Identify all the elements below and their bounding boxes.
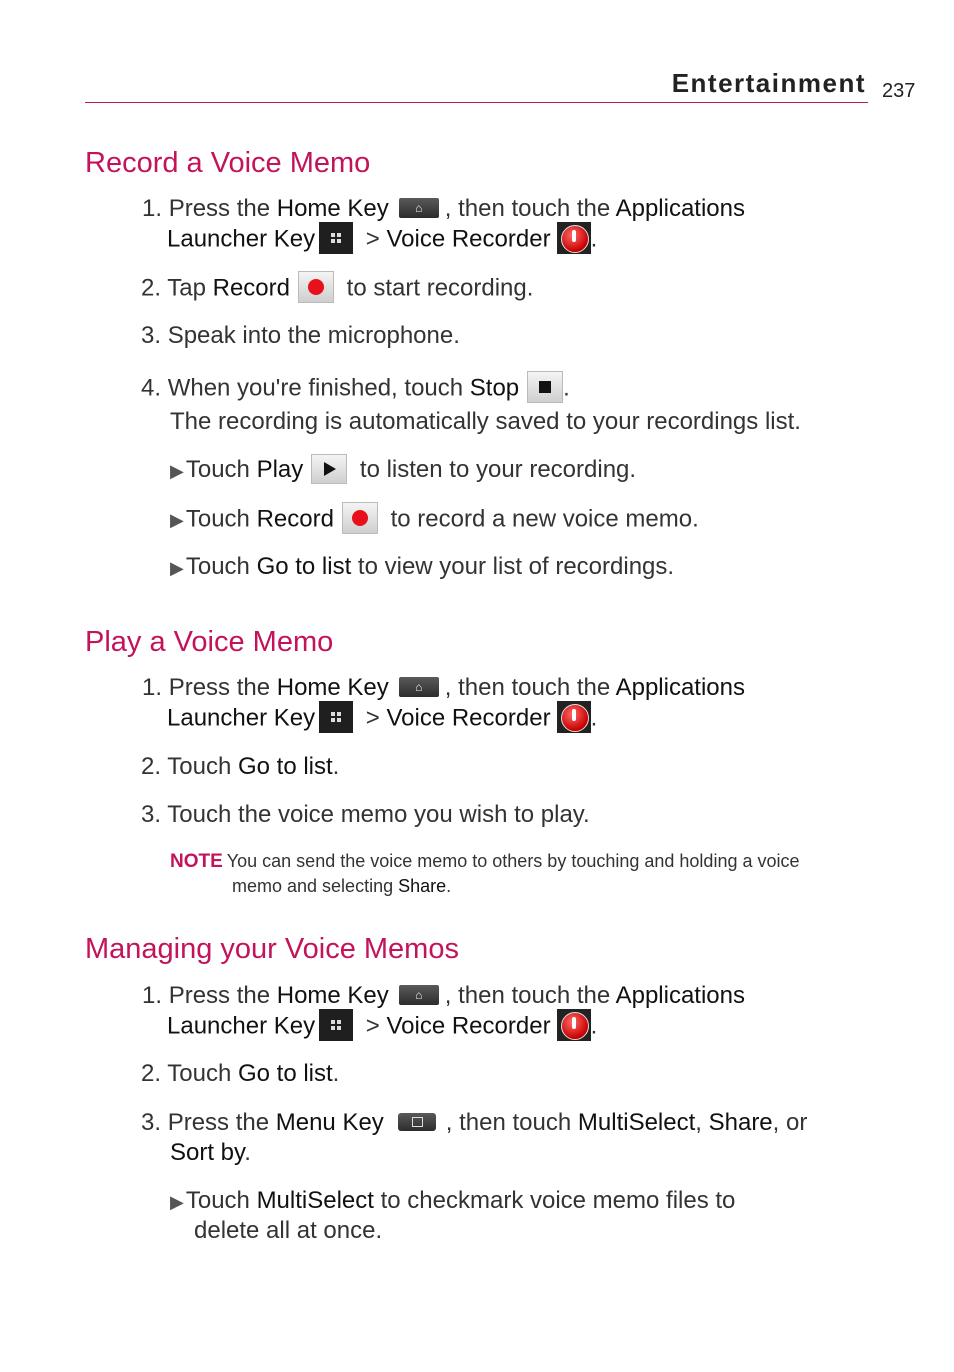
- section-title-record: Record a Voice Memo: [85, 147, 371, 179]
- manage-step-1-line-1: 1. Press the Home Key ⌂ , then touch the Applications: [142, 982, 746, 1009]
- record-bullet-go-to-list: ▶Touch Go to list to view your list of recordings.: [170, 553, 675, 580]
- record-icon: [298, 271, 334, 303]
- menu-key-icon: [398, 1113, 436, 1131]
- record-step-3: 3. Speak into the microphone.: [141, 322, 460, 349]
- record-step-4-line-2: The recording is automatically saved to your recordings list.: [170, 408, 801, 435]
- record-step-4-line-1: 4. When you're finished, touch Stop .: [141, 373, 570, 405]
- record-bullet-play: ▶Touch Play to listen to your recording.: [170, 455, 636, 486]
- manage-step-3-line-1: 3. Press the Menu Key , then touch MultiSelect, Share, or: [141, 1109, 808, 1136]
- stop-icon: [527, 371, 563, 403]
- applications-launcher-icon: [319, 1009, 353, 1041]
- play-step-1-line-2: Launcher Key > Voice Recorder .: [167, 703, 597, 735]
- section-title-play: Play a Voice Memo: [85, 626, 334, 658]
- record-step-1-line-2: Launcher Key > Voice Recorder .: [167, 224, 597, 256]
- home-key-icon: ⌂: [399, 985, 439, 1005]
- applications-launcher-icon: [319, 222, 353, 254]
- record-step-2: 2. Tap Record to start recording.: [141, 273, 533, 305]
- play-note-line-1: NOTE You can send the voice memo to others by touching and holding a voice: [170, 851, 800, 872]
- voice-recorder-mic-icon: [557, 701, 591, 733]
- play-step-2: 2. Touch Go to list.: [141, 753, 340, 780]
- bullet-triangle-icon: ▶: [170, 461, 184, 481]
- play-step-1-line-1: 1. Press the Home Key ⌂ , then touch the Applications: [142, 674, 746, 701]
- play-icon: [311, 454, 347, 484]
- header-title: Entertainment: [671, 68, 866, 98]
- page-number: 237: [882, 80, 916, 102]
- applications-launcher-icon: [319, 701, 353, 733]
- home-key-icon: ⌂: [399, 677, 439, 697]
- manage-bullet-line-2: delete all at once.: [194, 1217, 383, 1244]
- record-bullet-record: ▶Touch Record to record a new voice memo.: [170, 504, 699, 536]
- play-note-line-2: memo and selecting Share.: [232, 876, 452, 896]
- section-title-managing: Managing your Voice Memos: [85, 933, 459, 965]
- manage-step-3-line-2: Sort by.: [170, 1139, 251, 1166]
- bullet-triangle-icon: ▶: [170, 558, 184, 578]
- manage-step-2: 2. Touch Go to list.: [141, 1060, 340, 1087]
- voice-recorder-mic-icon: [557, 1009, 591, 1041]
- bullet-triangle-icon: ▶: [170, 1192, 184, 1212]
- voice-recorder-mic-icon: [557, 222, 591, 254]
- home-key-icon: ⌂: [399, 198, 439, 218]
- bullet-triangle-icon: ▶: [170, 510, 184, 531]
- manage-step-1-line-2: Launcher Key > Voice Recorder .: [167, 1011, 597, 1043]
- play-step-3: 3. Touch the voice memo you wish to play.: [141, 801, 590, 828]
- header-rule: [85, 102, 868, 103]
- manage-bullet-line-1: ▶Touch MultiSelect to checkmark voice memo files to: [170, 1187, 736, 1214]
- record-icon: [342, 502, 378, 534]
- record-step-1-line-1: 1. Press the Home Key ⌂ , then touch the Applications: [142, 195, 746, 222]
